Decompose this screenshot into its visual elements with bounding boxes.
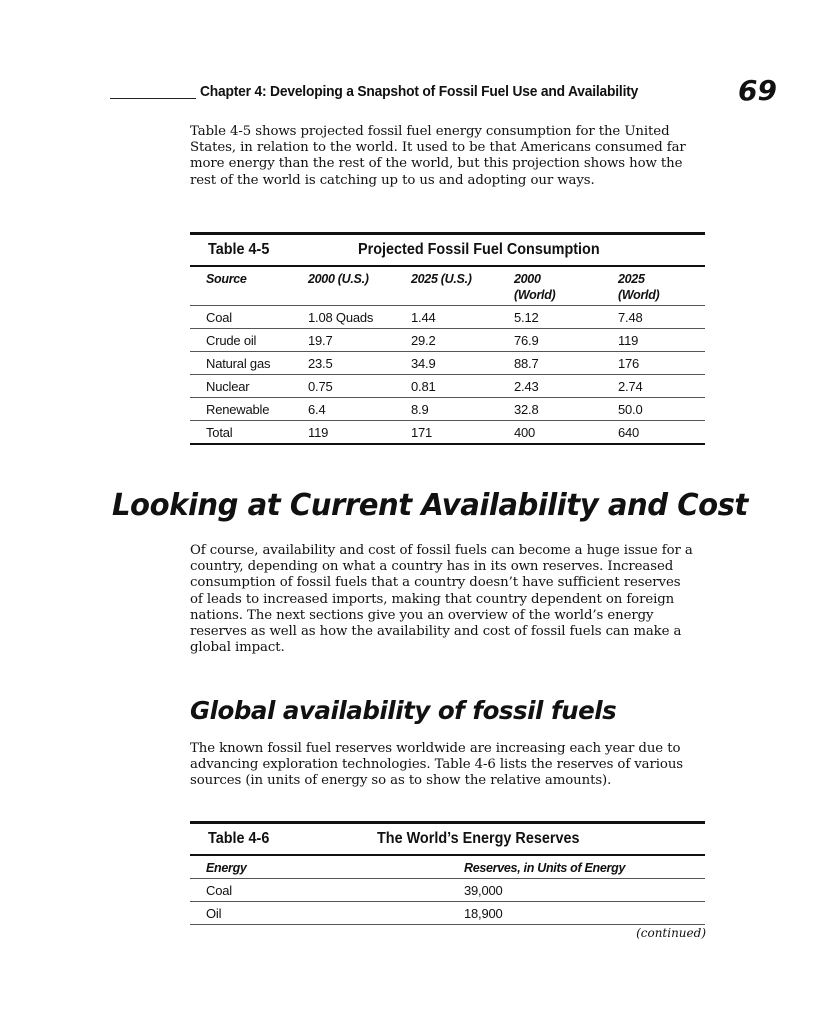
- table-cell: 6.4: [308, 398, 411, 421]
- table-cell: 7.48: [618, 306, 705, 329]
- table-cell: 18,900: [464, 902, 705, 925]
- table-cell: 400: [514, 421, 618, 445]
- table-cell: 1.44: [411, 306, 514, 329]
- table-cell: 2.43: [514, 375, 618, 398]
- column-header: Energy: [190, 856, 464, 879]
- header-rule: [110, 98, 196, 99]
- table-title: The World’s Energy Reserves: [377, 830, 580, 847]
- table-row: [190, 352, 705, 375]
- section-heading: Looking at Current Availability and Cost: [112, 488, 748, 523]
- table-cell: Nuclear: [190, 375, 308, 398]
- table-row: [190, 879, 705, 902]
- table-row: [190, 329, 705, 352]
- table-cell: Coal: [190, 879, 464, 902]
- table-row: [190, 306, 705, 329]
- table-cell: 23.5: [308, 352, 411, 375]
- table-header-row: [190, 267, 705, 306]
- table-4-6: [190, 821, 705, 925]
- table-cell: 0.75: [308, 375, 411, 398]
- table-cell: 29.2: [411, 329, 514, 352]
- table-cell: 76.9: [514, 329, 618, 352]
- column-header: 2025 (World): [618, 267, 705, 306]
- table-cell: Coal: [190, 306, 308, 329]
- table-number: Table 4-5: [208, 241, 270, 258]
- subsection-paragraph: The known fossil fuel reserves worldwide are increasing each year due to advancing exploration technologies. Table 4-6 lists the reserves of various sources (in units of energy so as to show the relative amounts).: [190, 741, 684, 789]
- table-header-row: [190, 856, 705, 879]
- table-row: [190, 398, 705, 421]
- table-title: Projected Fossil Fuel Consumption: [358, 241, 600, 258]
- table-cell: 176: [618, 352, 705, 375]
- column-header: 2025 (U.S.): [411, 267, 514, 306]
- table-row: [190, 902, 705, 925]
- table-row: [190, 375, 705, 398]
- table-cell: 0.81: [411, 375, 514, 398]
- table-caption: [190, 235, 705, 265]
- table-4-5-grid: [190, 267, 705, 445]
- subsection-heading: Global availability of fossil fuels: [190, 696, 617, 725]
- table-cell: Total: [190, 421, 308, 445]
- table-cell: 119: [308, 421, 411, 445]
- column-header: 2000 (World): [514, 267, 618, 306]
- table-cell: 640: [618, 421, 705, 445]
- table-cell: 2.74: [618, 375, 705, 398]
- table-cell: 171: [411, 421, 514, 445]
- page-number: 69: [738, 74, 777, 107]
- table-cell: 19.7: [308, 329, 411, 352]
- table-cell: 1.08 Quads: [308, 306, 411, 329]
- table-cell: 5.12: [514, 306, 618, 329]
- column-header: Reserves, in Units of Energy: [464, 856, 705, 879]
- table-cell: Renewable: [190, 398, 308, 421]
- column-header: Source: [190, 267, 308, 306]
- table-cell: 88.7: [514, 352, 618, 375]
- table-cell: 119: [618, 329, 705, 352]
- table-cell: Oil: [190, 902, 464, 925]
- table-4-5: [190, 232, 705, 445]
- table-cell: 34.9: [411, 352, 514, 375]
- table-cell: Natural gas: [190, 352, 308, 375]
- table-caption: [190, 824, 705, 854]
- table-number: Table 4-6: [208, 830, 270, 847]
- column-header: 2000 (U.S.): [308, 267, 411, 306]
- section-paragraph: Of course, availability and cost of fossil fuels can become a huge issue for a country, depending on what a country has in its own reserves. Increased consumption of fossil fuels that a country doesn’t have sufficient reserves of leads to increased imports, making that country dependent on foreign nations. The next sections give you an overview of the world’s energy reserves as well as how the availability and cost of fossil fuels can make a global impact.: [190, 543, 693, 656]
- table-cell: Crude oil: [190, 329, 308, 352]
- running-header-title: Chapter 4: Developing a Snapshot of Fossil Fuel Use and Availability: [200, 83, 639, 100]
- table-cell: 8.9: [411, 398, 514, 421]
- table-4-6-grid: [190, 856, 705, 925]
- table-cell: 50.0: [618, 398, 705, 421]
- continued-note: (continued): [636, 926, 706, 940]
- intro-paragraph: Table 4-5 shows projected fossil fuel energy consumption for the United States, in relation to the world. It used to be that Americans consumed far more energy than the rest of the world, but this projection shows how the rest of the world is catching up to us and adopting our ways.: [190, 124, 686, 188]
- table-row-total: [190, 421, 705, 445]
- table-cell: 32.8: [514, 398, 618, 421]
- table-cell: 39,000: [464, 879, 705, 902]
